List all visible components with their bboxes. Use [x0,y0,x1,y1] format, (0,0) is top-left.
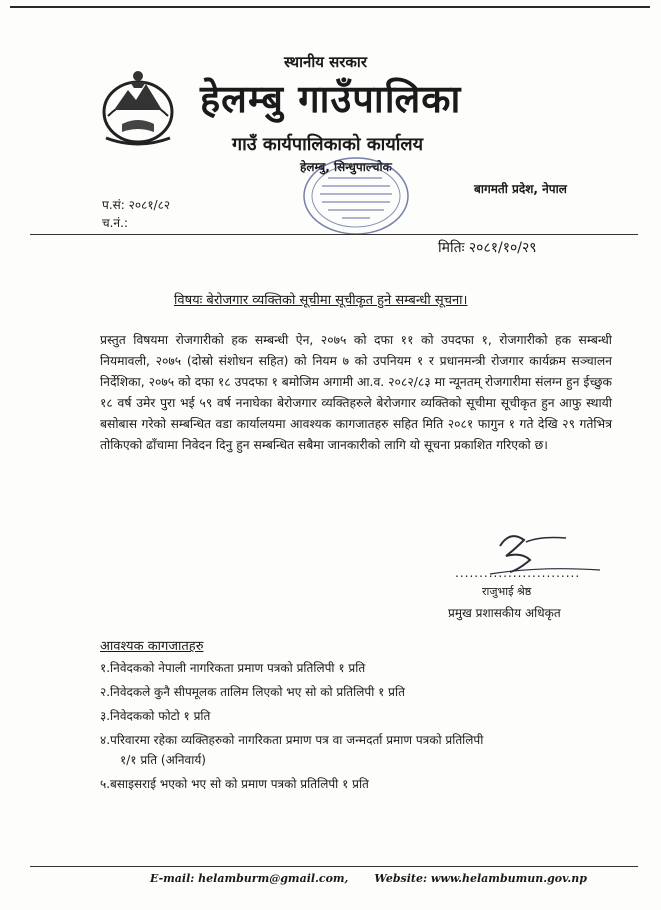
office-name: गाउँ कार्यपालिकाको कार्यालय [232,134,424,155]
location: हेलम्बु, सिन्धुपाल्चोक [300,160,392,174]
office-stamp-icon [298,152,414,240]
reference-number: प.सं: २०८१/८२ [102,198,171,212]
notice-subject: विषयः बेरोजगार व्यक्तिको सूचीमा सूचीकृत हुने सम्बन्धी सूचना। [174,293,468,308]
document-item-continuation: १/१ प्रति (अनिवार्य) [120,753,206,767]
organization-name: हेलम्बु गाउँपालिका [200,77,462,121]
document-item-text: ४.परिवारमा रहेका व्यक्तिहरुको नागरिकता प्रमाण पत्र वा जन्मदर्ता प्रमाण पत्रको प्रतिलिपी [100,733,484,747]
list-item [100,706,620,726]
documents-heading: आवश्यक कागजातहरु [100,639,204,654]
list-item [100,658,620,678]
document-item-text: १.निवेदकको नेपाली नागरिकता प्रमाण पत्रको प्रतिलिपी १ प्रति [100,661,366,675]
nepal-emblem-icon [98,66,178,148]
list-item [100,774,620,794]
province: बागमती प्रदेश, नेपाल [474,182,567,196]
header-divider [30,234,638,235]
notice-body: प्रस्तुत विषयमा रोजगारीको हक सम्बन्धी ऐन, २०७५ को दफा ११ को उपदफा १, रोजगारीको हक सम्बन्धी नियमावली, २०७५ (दोस्रो संशोधन सहित) को नियम ७ को उपनियम १ र प्रधानमन्त्री रोजगार कार्यक्रम सञ्चालन निर्देशिका, २०७५ को दफा १८ उपदफा १ बमोजिम अगामी आ.व. २०८२/८३ मा न्यूनतम् रोजगारीमा संलग्न हुन ईच्छुक १८ वर्ष उमेर पुरा भई ५९ वर्ष ननाघेका बेरोजगार व्यक्तिहरुले बेरोजगार व्यक्तिको सूचीमा सूचीकृत हुन आफु स्थायी बसोबास गरेको सम्बन्धित वडा कार्यालयमा आवश्यक कागजातहरु सहित मिति २०८१ फागुन १ गते देखि २९ गतेभित्र तोकिएको ढाँचामा निवेदन दिनु हुन सम्बन्धित सबैमा जानकारीको लागि यो सूचना प्रकाशित गरिएको छ। [100,333,612,452]
top-border [10,6,650,8]
list-item [100,682,620,702]
document-item-text: ५.बसाइसराई भएको भए सो को प्रमाण पत्रको प्रतिलिपी १ प्रति [100,777,369,791]
document-item-text: २.निवेदकले कुनै सीपमूलक तालिम लिएको भए सो को प्रतिलिपी १ प्रति [100,685,405,699]
government-label: स्थानीय सरकार [284,53,367,71]
dispatch-number: च.नं.: [102,216,128,230]
footer-website: Website: www.helambumun.gov.np [374,872,587,885]
list-item [100,730,620,770]
signer-title: प्रमुख प्रशासकीय अधिकृत [448,606,561,620]
document-item-text: ३.निवेदकको फोटो १ प्रति [100,709,211,723]
documents-list [100,658,620,798]
footer-email: E-mail: helamburm@gmail.com, [150,872,349,885]
footer-divider [30,866,638,867]
signature-line: .......................... [455,566,581,580]
date: मितिः २०८१/१०/२९ [438,240,537,256]
footer [150,872,587,885]
signer-name: राजुभाई श्रेष्ठ [482,585,532,598]
